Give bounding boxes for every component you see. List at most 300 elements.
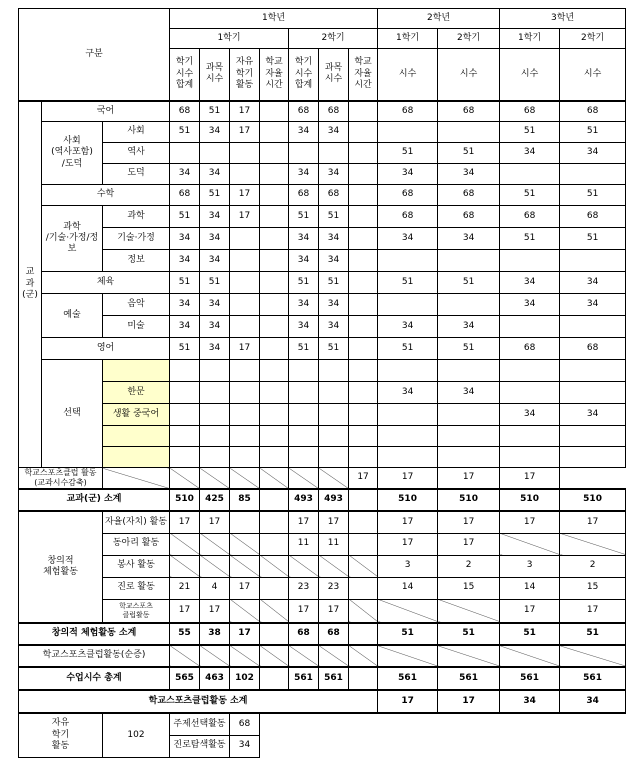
diagonal-cell [260,555,289,577]
empty-cell [200,360,230,382]
value-cell: 510 [500,489,560,511]
y2s2-col-hours: 시수 [438,49,500,101]
elective-blank-label [103,360,170,382]
empty-cell [170,426,200,447]
value-cell: 34 [378,228,438,250]
value-cell [319,382,349,404]
value-cell [230,382,260,404]
value-cell: 34 [378,382,438,404]
creative-subtotal-label: 창의적 체험활동 소계 [19,623,170,645]
total-label: 수업시수 총계 [19,667,170,690]
row-subtotal [19,489,626,511]
diagonal-cell [103,468,170,490]
value-cell: 34 [560,272,626,294]
value-cell [230,404,260,426]
diagonal-cell [500,645,560,667]
row-science [19,206,626,228]
value-cell [349,272,378,294]
value-cell [319,143,349,164]
value-cell [438,294,500,316]
value-cell: 34 [560,404,626,426]
value-cell: 102 [230,667,260,690]
career-explore-label: 진로탐색활동 [170,735,230,757]
y1s1-col-free: 자유 학기 활동 [230,49,260,101]
row-elective-blank-1 [19,360,626,382]
value-cell: 68 [319,185,349,206]
row-club [19,533,626,555]
value-cell: 34 [319,316,349,338]
blank-area [260,735,626,757]
value-cell: 17 [438,511,500,533]
arts-group-label: 예술 [42,294,103,338]
value-cell: 51 [438,272,500,294]
value-cell: 38 [200,623,230,645]
y1s1-col-subject: 과목 시수 [200,49,230,101]
value-cell: 34 [289,164,319,185]
value-cell [260,577,289,599]
value-cell: 34 [438,228,500,250]
chinese-char-label: 한문 [103,382,170,404]
music-label: 음악 [103,294,170,316]
value-cell [378,250,438,272]
school-sports-extra-label: 학교스포츠클럽활동(순증) [19,645,170,667]
value-cell: 17 [378,533,438,555]
value-cell: 17 [500,599,560,623]
value-cell: 51 [289,272,319,294]
value-cell: 11 [289,533,319,555]
value-cell: 68 [560,338,626,360]
value-cell: 17 [560,511,626,533]
diagonal-cell [500,533,560,555]
value-cell: 15 [438,577,500,599]
value-cell: 17 [349,468,378,490]
value-cell [260,533,289,555]
diagonal-cell [230,599,260,623]
empty-cell [289,426,319,447]
diagonal-cell [170,555,200,577]
row-volunteer [19,555,626,577]
value-cell: 68 [500,206,560,228]
y1s1-col-total: 학기 시수 합계 [170,49,200,101]
value-cell: 23 [319,577,349,599]
value-cell: 34 [170,250,200,272]
value-cell [438,250,500,272]
year1-header: 1학년 [170,9,378,29]
art-label: 미술 [103,316,170,338]
value-cell [319,404,349,426]
empty-cell [319,360,349,382]
value-cell: 51 [378,623,438,645]
gyogwa-group-label: 교 과 (군) [19,101,42,468]
value-cell [500,316,560,338]
value-cell: 17 [319,599,349,623]
value-cell: 34 [289,250,319,272]
value-cell [289,404,319,426]
empty-cell [260,447,289,468]
value-cell: 17 [170,511,200,533]
value-cell [349,228,378,250]
curriculum-table-wrapper [18,8,625,758]
value-cell: 493 [319,489,349,511]
curriculum-hours-table [18,8,626,758]
science-label: 과학 [103,206,170,228]
value-cell: 2 [560,555,626,577]
empty-cell [378,360,438,382]
value-cell: 14 [500,577,560,599]
value-cell: 55 [170,623,200,645]
value-cell [349,489,378,511]
english-label: 영어 [42,338,170,360]
value-cell: 34 [289,294,319,316]
row-music [19,294,626,316]
value-cell [260,489,289,511]
value-cell: 34 [378,164,438,185]
value-cell [260,316,289,338]
value-cell [260,185,289,206]
value-cell: 565 [170,667,200,690]
value-cell [349,511,378,533]
row-korean [19,101,626,122]
career-explore-value: 34 [230,735,260,757]
diagonal-cell [170,645,200,667]
value-cell [349,122,378,143]
value-cell [260,667,289,690]
value-cell: 51 [200,185,230,206]
value-cell: 68 [319,623,349,645]
value-cell [378,294,438,316]
y3-sem2-header: 2학기 [560,29,626,49]
value-cell: 34 [170,294,200,316]
chinese-life-label: 생활 중국어 [103,404,170,426]
value-cell [170,404,200,426]
diagonal-cell [319,555,349,577]
value-cell [230,250,260,272]
value-cell: 51 [438,338,500,360]
free-sem-label: 자유 학기 활동 [19,713,103,757]
value-cell [260,250,289,272]
diagonal-cell [260,645,289,667]
diagonal-cell [230,533,260,555]
diagonal-cell [200,533,230,555]
row-career [19,577,626,599]
theme-label: 주제선택활동 [170,713,230,735]
value-cell: 34 [560,294,626,316]
value-cell: 34 [200,228,230,250]
value-cell [230,272,260,294]
row-autonomous [19,511,626,533]
value-cell: 17 [438,468,500,490]
value-cell [500,164,560,185]
school-sports-label: 학교스포츠클럽 활동 (교과시수감축) [19,468,103,490]
value-cell: 34 [319,228,349,250]
value-cell: 561 [289,667,319,690]
value-cell [560,164,626,185]
value-cell: 2 [438,555,500,577]
row-free-sem-theme [19,713,626,735]
value-cell [230,143,260,164]
value-cell: 34 [170,316,200,338]
diagonal-cell [560,645,626,667]
empty-cell [438,426,500,447]
value-cell: 34 [200,294,230,316]
value-cell: 51 [170,338,200,360]
value-cell: 51 [500,623,560,645]
value-cell: 17 [500,468,560,490]
y1s2-col-subject: 과목 시수 [319,49,349,101]
value-cell [349,316,378,338]
row-tech-home [19,228,626,250]
value-cell: 34 [200,316,230,338]
value-cell [500,382,560,404]
value-cell: 510 [438,489,500,511]
value-cell: 510 [378,489,438,511]
value-cell: 51 [500,122,560,143]
blank-area [260,713,626,735]
value-cell: 51 [500,185,560,206]
value-cell [349,667,378,690]
value-cell: 17 [230,122,260,143]
value-cell: 68 [170,185,200,206]
social-group-label: 사회 (역사포함) /도덕 [42,122,103,185]
row-school-sports-small [19,599,626,623]
value-cell [349,206,378,228]
diagonal-cell [200,645,230,667]
value-cell: 17 [230,101,260,122]
row-total [19,667,626,690]
empty-cell [438,360,500,382]
value-cell: 34 [319,122,349,143]
value-cell: 17 [200,511,230,533]
empty-cell [319,426,349,447]
empty-cell [170,360,200,382]
value-cell: 51 [438,623,500,645]
elective-blank-label [103,426,170,447]
value-cell [230,164,260,185]
value-cell: 68 [560,206,626,228]
value-cell: 510 [560,489,626,511]
value-cell [260,206,289,228]
y3s2-col-hours: 시수 [560,49,626,101]
diagonal-cell [170,533,200,555]
y1s1-col-school: 학교 자율 시간 [260,49,289,101]
value-cell: 34 [500,404,560,426]
y2s1-col-hours: 시수 [378,49,438,101]
value-cell [349,185,378,206]
value-cell: 34 [500,143,560,164]
diagonal-cell [260,468,289,490]
value-cell [349,533,378,555]
theme-value: 68 [230,713,260,735]
value-cell: 3 [500,555,560,577]
y2-sem2-header: 2학기 [438,29,500,49]
value-cell: 51 [560,185,626,206]
value-cell: 17 [170,599,200,623]
y1-sem2-header: 2학기 [289,29,378,49]
value-cell: 34 [289,122,319,143]
diagonal-cell [200,555,230,577]
value-cell [260,122,289,143]
value-cell [200,404,230,426]
diagonal-cell [349,645,378,667]
value-cell: 34 [170,164,200,185]
value-cell: 17 [200,599,230,623]
value-cell: 34 [378,316,438,338]
empty-cell [260,426,289,447]
category-header: 구분 [19,9,170,101]
row-creative-subtotal [19,623,626,645]
diagonal-cell [289,468,319,490]
value-cell: 17 [230,577,260,599]
value-cell: 51 [289,206,319,228]
diagonal-cell [438,599,500,623]
diagonal-cell [230,468,260,490]
diagonal-cell [378,645,438,667]
value-cell: 85 [230,489,260,511]
value-cell: 34 [438,164,500,185]
value-cell: 3 [378,555,438,577]
value-cell [260,338,289,360]
value-cell: 561 [438,667,500,690]
empty-cell [560,360,626,382]
ethics-label: 도덕 [103,164,170,185]
empty-cell [349,360,378,382]
value-cell: 51 [438,143,500,164]
value-cell [260,294,289,316]
value-cell: 51 [170,272,200,294]
korean-label: 국어 [42,101,170,122]
value-cell [349,294,378,316]
value-cell: 17 [230,185,260,206]
empty-cell [230,426,260,447]
empty-cell [200,447,230,468]
value-cell: 34 [319,294,349,316]
value-cell: 493 [289,489,319,511]
y3-sem1-header: 1학기 [500,29,560,49]
value-cell [560,250,626,272]
math-label: 수학 [42,185,170,206]
value-cell [260,272,289,294]
value-cell: 17 [378,690,438,713]
empty-cell [349,426,378,447]
value-cell [349,338,378,360]
value-cell: 34 [500,690,560,713]
value-cell: 425 [200,489,230,511]
value-cell [560,382,626,404]
value-cell [260,143,289,164]
empty-cell [500,360,560,382]
career-label: 진로 활동 [103,577,170,599]
value-cell: 34 [438,316,500,338]
header-row-years [19,9,626,29]
info-label: 정보 [103,250,170,272]
value-cell [230,294,260,316]
value-cell: 561 [560,667,626,690]
value-cell: 68 [319,101,349,122]
value-cell: 561 [378,667,438,690]
pe-label: 체육 [42,272,170,294]
empty-cell [378,426,438,447]
value-cell [230,511,260,533]
elective-group-label: 선택 [42,360,103,468]
tech-home-label: 기술·가정 [103,228,170,250]
value-cell: 34 [500,294,560,316]
value-cell: 51 [378,143,438,164]
value-cell: 51 [319,206,349,228]
row-elective-blank-3 [19,447,626,468]
row-elective-blank-2 [19,426,626,447]
value-cell [200,143,230,164]
value-cell [349,577,378,599]
value-cell: 34 [319,164,349,185]
empty-cell [289,447,319,468]
row-ethics [19,164,626,185]
subtotal-label: 교과(군) 소계 [19,489,170,511]
value-cell: 17 [378,468,438,490]
value-cell [438,404,500,426]
y3s1-col-hours: 시수 [500,49,560,101]
diagonal-cell [200,468,230,490]
value-cell: 51 [378,272,438,294]
row-pe [19,272,626,294]
value-cell: 34 [560,143,626,164]
value-cell [260,228,289,250]
diagonal-cell [319,645,349,667]
value-cell: 51 [289,338,319,360]
value-cell: 68 [378,185,438,206]
row-social [19,122,626,143]
value-cell: 68 [500,101,560,122]
value-cell: 510 [170,489,200,511]
value-cell: 34 [289,228,319,250]
empty-cell [500,426,560,447]
row-school-sports-subtotal [19,690,626,713]
value-cell: 68 [500,338,560,360]
value-cell: 17 [230,623,260,645]
value-cell: 68 [378,101,438,122]
value-cell [500,250,560,272]
value-cell: 51 [319,272,349,294]
value-cell: 15 [560,577,626,599]
value-cell: 17 [230,338,260,360]
diagonal-cell [349,555,378,577]
value-cell [349,250,378,272]
value-cell [349,164,378,185]
diagonal-cell [230,555,260,577]
value-cell [170,143,200,164]
y2-sem1-header: 1학기 [378,29,438,49]
value-cell [378,122,438,143]
value-cell: 34 [289,316,319,338]
value-cell [560,316,626,338]
diagonal-cell [438,645,500,667]
empty-cell [230,360,260,382]
value-cell [349,101,378,122]
value-cell [200,382,230,404]
row-school-sports [19,468,626,490]
value-cell: 68 [289,623,319,645]
y1s2-col-school: 학교 자율 시간 [349,49,378,101]
empty-cell [438,447,500,468]
value-cell: 17 [438,690,500,713]
empty-cell [230,447,260,468]
value-cell: 34 [170,228,200,250]
value-cell: 51 [560,122,626,143]
row-math [19,185,626,206]
free-sem-total: 102 [103,713,170,757]
value-cell: 4 [200,577,230,599]
value-cell: 68 [289,101,319,122]
row-school-sports-extra [19,645,626,667]
